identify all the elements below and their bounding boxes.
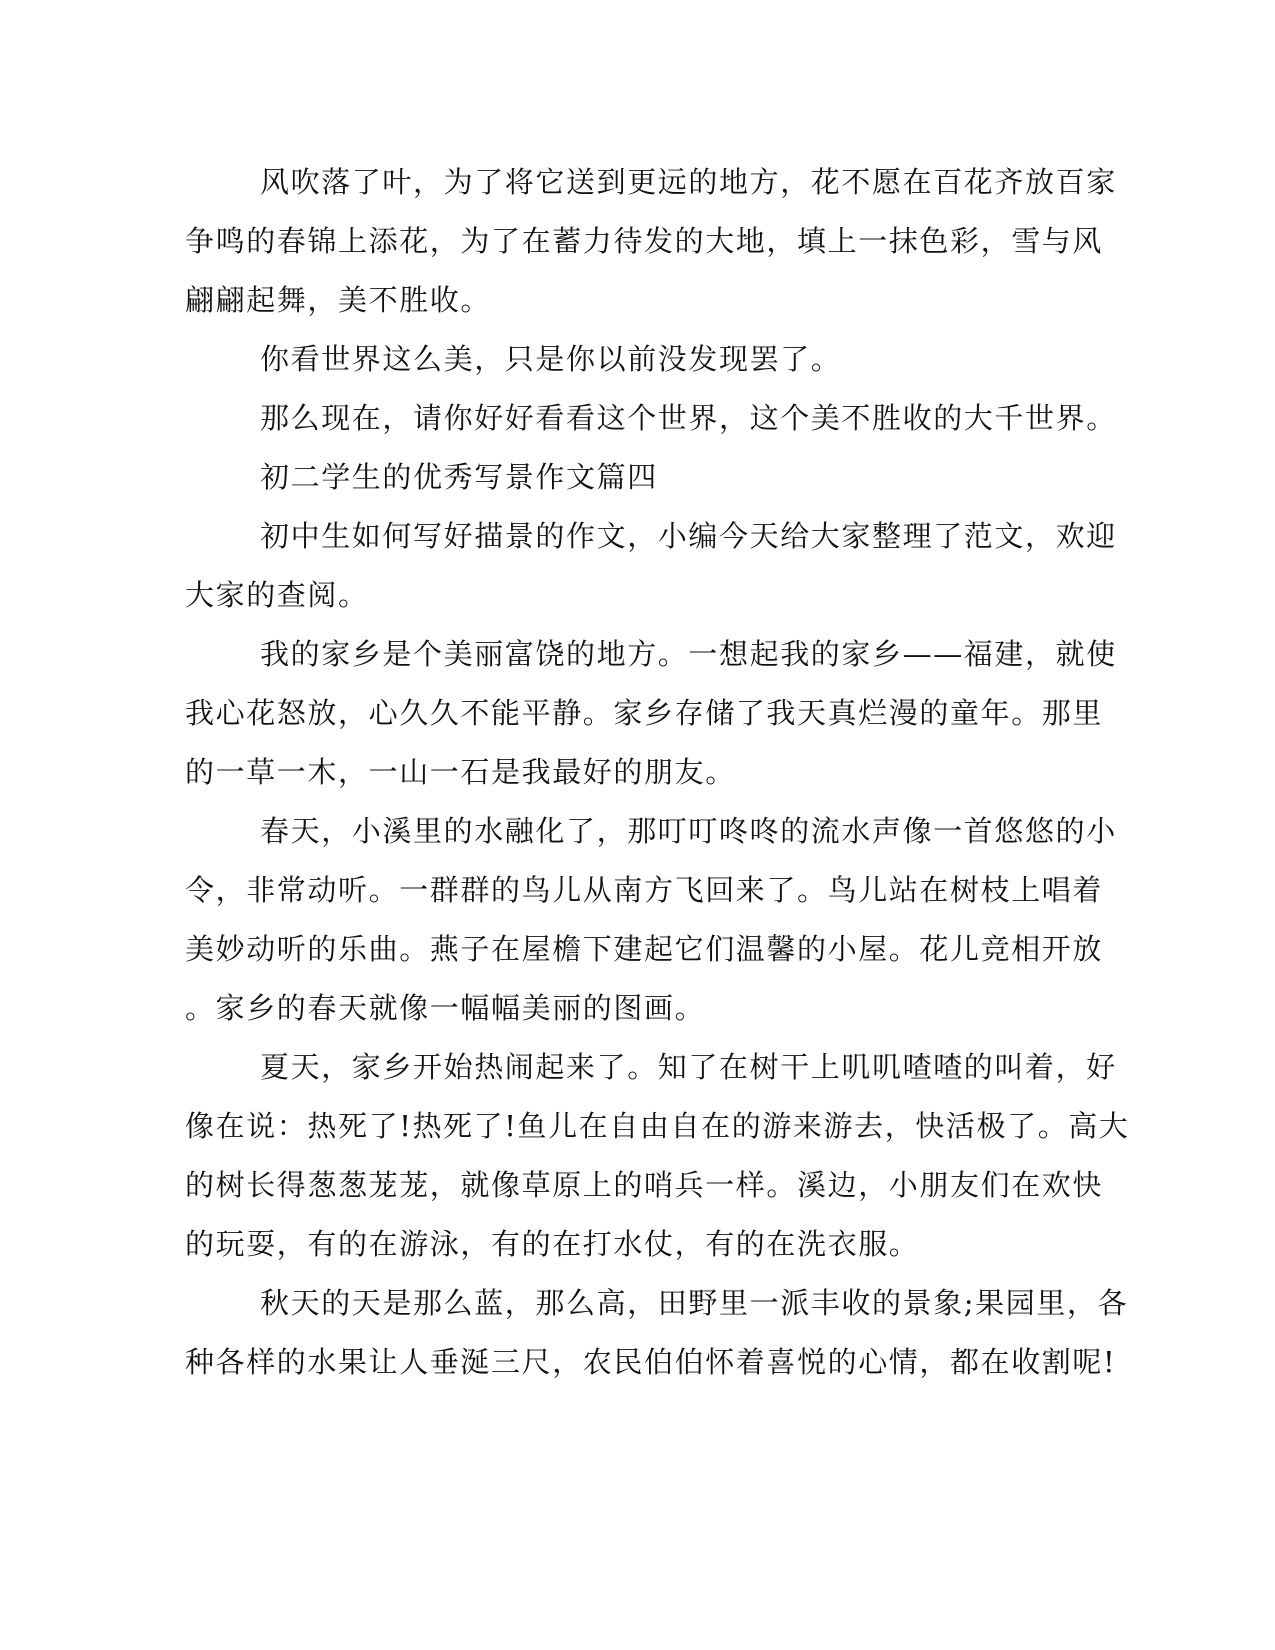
paragraph-8-line-1: 秋天的天是那么蓝，那么高，田野里一派丰收的景象;果园里，各 xyxy=(260,1286,1129,1320)
paragraph-6-line-1: 春天，小溪里的水融化了，那叮叮咚咚的流水声像一首悠悠的小 xyxy=(260,814,1117,848)
paragraph-6-line-3: 美妙动听的乐曲。燕子在屋檐下建起它们温馨的小屋。花儿竞相开放 xyxy=(185,932,1104,966)
paragraph-5-line-1: 我的家乡是个美丽富饶的地方。一想起我的家乡——福建，就使 xyxy=(260,637,1117,671)
paragraph-4-line-1: 初中生如何写好描景的作文，小编今天给大家整理了范文，欢迎 xyxy=(260,519,1117,553)
paragraph-1-line-2: 争鸣的春锦上添花，为了在蓄力待发的大地，填上一抹色彩，雪与风 xyxy=(185,224,1104,258)
paragraph-8-line-2: 种各样的水果让人垂涎三尺，农民伯伯怀着喜悦的心情，都在收割呢! xyxy=(185,1345,1117,1379)
paragraph-1-line-3: 翩翩起舞，美不胜收。 xyxy=(185,283,492,317)
paragraph-7-line-4: 的玩耍，有的在游泳，有的在打水仗，有的在洗衣服。 xyxy=(185,1227,920,1261)
paragraph-2-line-1: 你看世界这么美，只是你以前没发现罢了。 xyxy=(260,342,842,376)
paragraph-7-line-1: 夏天，家乡开始热闹起来了。知了在树干上叽叽喳喳的叫着，好 xyxy=(260,1050,1117,1084)
paragraph-6-line-2: 令，非常动听。一群群的鸟儿从南方飞回来了。鸟儿站在树枝上唱着 xyxy=(185,873,1104,907)
paragraph-7-line-3: 的树长得葱葱茏茏，就像草原上的哨兵一样。溪边，小朋友们在欢快 xyxy=(185,1168,1104,1202)
paragraph-6-line-4: 。家乡的春天就像一幅幅美丽的图画。 xyxy=(185,991,706,1025)
paragraph-5-line-3: 的一草一木，一山一石是我最好的朋友。 xyxy=(185,755,736,789)
paragraph-4-line-2: 大家的查阅。 xyxy=(185,578,369,612)
paragraph-5-line-2: 我心花怒放，心久久不能平静。家乡存储了我天真烂漫的童年。那里 xyxy=(185,696,1104,730)
paragraph-1-line-1: 风吹落了叶，为了将它送到更远的地方，花不愿在百花齐放百家 xyxy=(260,165,1117,199)
paragraph-3-line-1: 那么现在，请你好好看看这个世界，这个美不胜收的大千世界。 xyxy=(260,401,1117,435)
paragraph-7-line-2: 像在说：热死了!热死了!鱼儿在自由自在的游来游去，快活极了。高大 xyxy=(185,1109,1130,1143)
section-heading: 初二学生的优秀写景作文篇四 xyxy=(260,460,658,494)
